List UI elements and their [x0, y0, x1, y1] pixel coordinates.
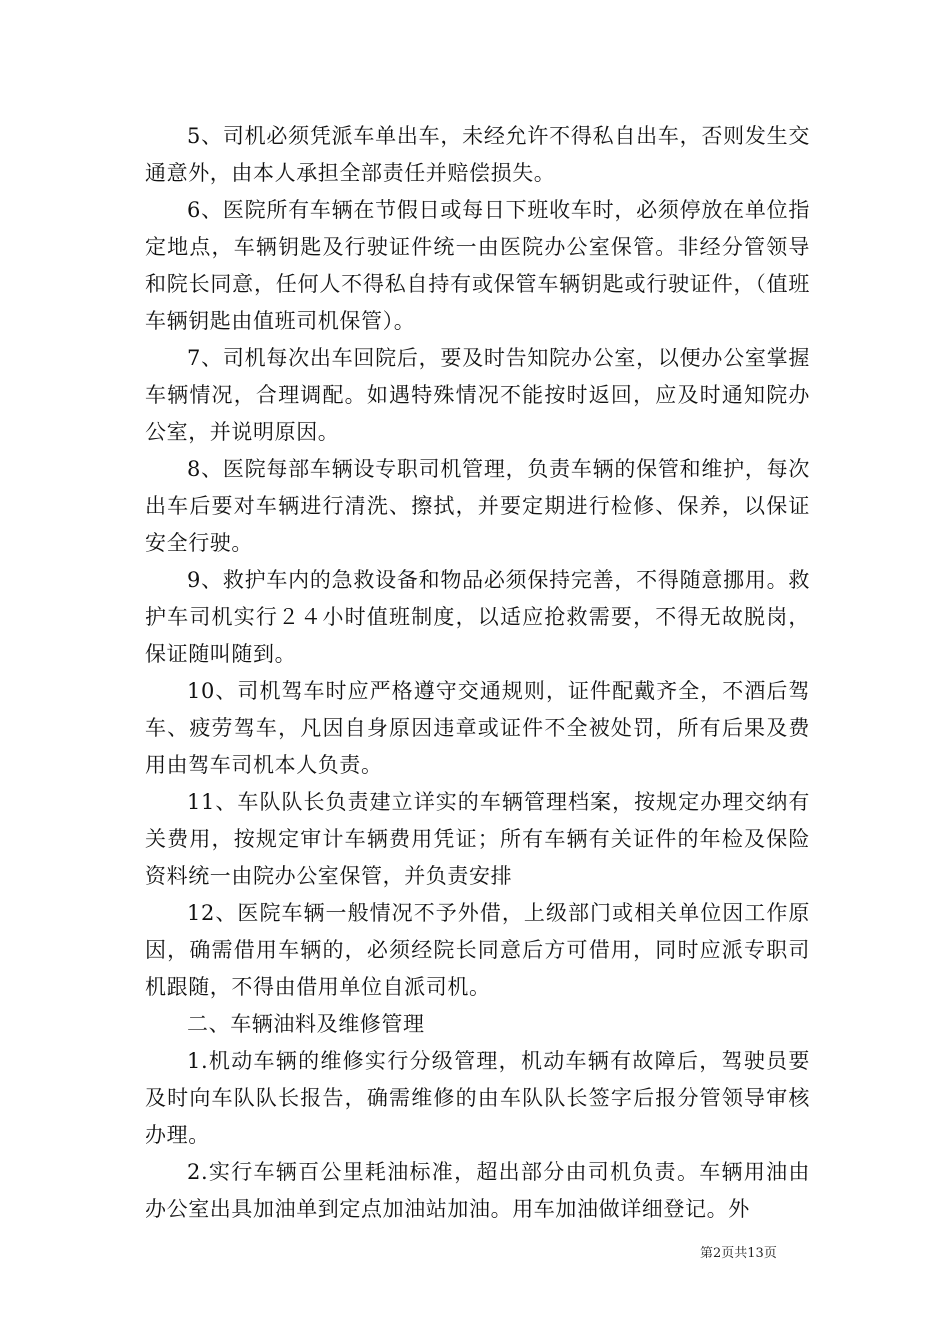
- paragraph-rule-5: 5、司机必须凭派车单出车，未经允许不得私自出车，否则发生交通意外，由本人承担全部责任并赔偿损失。: [145, 124, 810, 185]
- paragraph-rule-7: 7、司机每次出车回院后，要及时告知院办公室，以便办公室掌握车辆情况，合理调配。如遇特殊情况不能按时返回，应及时通知院办公室，并说明原因。: [145, 346, 810, 444]
- document-body: [145, 118, 810, 1228]
- paragraph-rule-8: 8、医院每部车辆设专职司机管理，负责车辆的保管和维护，每次出车后要对车辆进行清洗、擦拭，并要定期进行检修、保养，以保证安全行驶。: [145, 457, 810, 555]
- paragraph-section-1: 1.机动车辆的维修实行分级管理，机动车辆有故障后，驾驶员要及时向车队队长报告，确需维修的由车队队长签字后报分管领导审核办理。: [145, 1049, 810, 1147]
- page-number: 第2页共13页: [700, 1246, 777, 1261]
- paragraph-rule-9: 9、救护车内的急救设备和物品必须保持完善，不得随意挪用。救护车司机实行２４小时值班制度，以适应抢救需要，不得无故脱岗，保证随叫随到。: [145, 568, 810, 666]
- paragraph-section-2: 2.实行车辆百公里耗油标准，超出部分由司机负责。车辆用油由办公室出具加油单到定点加油站加油。用车加油做详细登记。外: [145, 1160, 810, 1221]
- paragraph-rule-6: 6、医院所有车辆在节假日或每日下班收车时，必须停放在单位指定地点，车辆钥匙及行驶证件统一由医院办公室保管。非经分管领导和院长同意，任何人不得私自持有或保管车辆钥匙或行驶证件，（值班车辆钥匙由值班司机保管）。: [145, 198, 810, 333]
- paragraph-rule-11: 11、车队队长负责建立详实的车辆管理档案，按规定办理交纳有关费用，按规定审计车辆费用凭证；所有车辆有关证件的年检及保险资料统一由院办公室保管，并负责安排: [145, 790, 810, 888]
- paragraph-rule-12: 12、医院车辆一般情况不予外借，上级部门或相关单位因工作原因，确需借用车辆的，必须经院长同意后方可借用，同时应派专职司机跟随，不得由借用单位自派司机。: [145, 901, 810, 999]
- section-heading: 二、车辆油料及维修管理: [187, 1012, 425, 1036]
- paragraph-rule-10: 10、司机驾车时应严格遵守交通规则，证件配戴齐全，不酒后驾车、疲劳驾车，凡因自身原因违章或证件不全被处罚，所有后果及费用由驾车司机本人负责。: [145, 679, 810, 777]
